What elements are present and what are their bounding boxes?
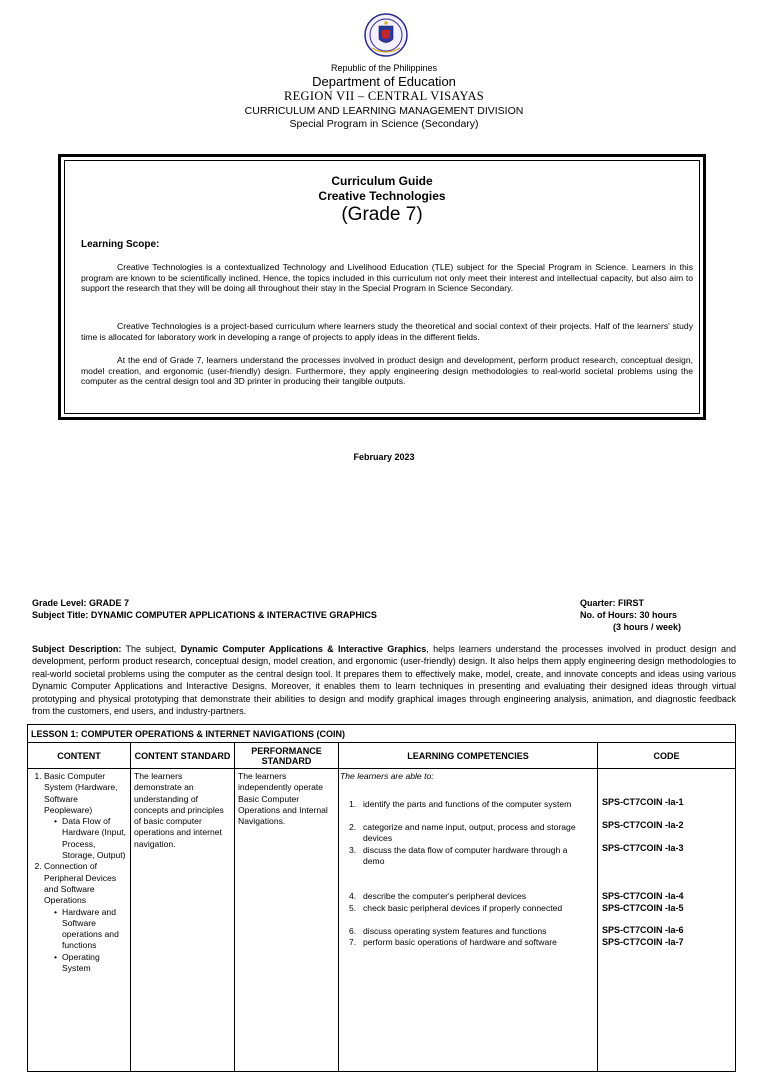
guide-title: Curriculum Guide	[331, 174, 433, 188]
subject-description	[32, 643, 736, 717]
competencies-cell	[339, 769, 598, 1072]
competency-code: SPS-CT7COIN -Ia-1	[602, 797, 684, 807]
document-date: February 2023	[353, 452, 415, 462]
competency-code: SPS-CT7COIN -Ia-6	[602, 925, 684, 935]
header-content: CONTENT	[28, 743, 131, 769]
guide-subject: Creative Technologies	[318, 189, 446, 203]
lesson-title: LESSON 1: COMPUTER OPERATIONS & INTERNET NAVIGATIONS (COIN)	[28, 725, 736, 743]
competency-item: 6. discuss operating system features and functions	[349, 926, 547, 936]
subtopic-item: • Operating System	[54, 952, 128, 975]
description-text: , helps learners understand the processes involved in product design and development, perform product research, conceptual design, model creation, and ergonomic (user-friendly) design. It also helps them apply engineering design methodologies to real-world societal problems using the computer as the central design tool. It prepares them to effectively make, model, create, and innovate concepts and ideas using various Dynamic Computer Applications and Interactive Designs. Moreover, it enables them to learn techniques in presenting and evaluating their designed ideas through virtual prototyping and physical prototyping that demonstrate their abilities to design and modify graphical images through engineering analysis, animation, and diagnostic feedback from the customers, end users, and industry-partners.	[32, 644, 736, 717]
performance-standard-text: The learners independently operate Basic Computer Operations and Internal Navigations.	[238, 771, 328, 827]
competency-code: SPS-CT7COIN -Ia-3	[602, 843, 684, 853]
scope-paragraph: Creative Technologies is a contextualized Technology and Livelihood Education (TLE) subject for the Special Program in Science. Learners in this program are known to be scientifically inclined. Hence, the topics included in this curriculum not only meet their interest and intellectual capacity, but also aim to support the research that they will be doing all throughout their stay in the Special Program in Science Secondary.	[81, 262, 693, 294]
header-performance-standard: PERFORMANCE STANDARD	[235, 743, 339, 769]
topic-item: 2. Connection of Peripheral Devices and Software Operations • Hardware and Software operations and functions • Operating System	[44, 861, 128, 974]
grade-level: Grade Level: GRADE 7	[32, 598, 130, 608]
region-line: REGION VII – CENTRAL VISAYAS	[283, 89, 485, 103]
header-learning-competencies: LEARNING COMPETENCIES	[339, 743, 598, 769]
quarter: Quarter: FIRST	[580, 598, 645, 608]
competency-code: SPS-CT7COIN -Ia-4	[602, 891, 684, 901]
topic-item: 1. Basic Computer System (Hardware, Software Peopleware) • Data Flow of Hardware (Input, Process, Storage, Output)	[44, 771, 128, 861]
curriculum-guide-box	[58, 154, 706, 420]
content-standard-cell	[131, 769, 235, 1072]
department-line: Department of Education	[312, 74, 456, 89]
program-line: Special Program in Science (Secondary)	[289, 118, 479, 130]
subject-title: Subject Title: DYNAMIC COMPUTER APPLICATIONS & INTERACTIVE GRAPHICS	[32, 610, 377, 620]
content-standard-text: The learners demonstrate an understanding of concepts and principles of basic computer operations and internet navigation.	[134, 771, 224, 849]
competency-code: SPS-CT7COIN -Ia-5	[602, 903, 684, 913]
description-label: Subject Description:	[32, 644, 122, 654]
code-cell	[598, 769, 736, 1072]
competencies-intro: The learners are able to:	[340, 771, 434, 781]
competency-item: 7. perform basic operations of hardware and software	[349, 937, 557, 947]
hours-per-week: (3 hours / week)	[613, 622, 682, 632]
competency-item: 5. check basic peripheral devices if properly connected	[349, 903, 563, 913]
scope-paragraph: At the end of Grade 7, learners understand the processes involved in product design and development, perform product research, conceptual design, model creation, and ergonomic (user-friendly) design. Furthermore, they apply engineering design methodologies to real-world societal problems using the computer as the central design tool and 3D printer in producing their tangible outputs.	[81, 355, 693, 387]
republic-line: Republic of the Philippines	[330, 63, 438, 73]
lesson-table	[27, 724, 736, 1072]
performance-standard-cell	[235, 769, 339, 1072]
subtopic-item: • Hardware and Software operations and functions	[54, 907, 128, 952]
description-lead: The subject,	[121, 644, 181, 654]
competency-code: SPS-CT7COIN -Ia-2	[602, 820, 684, 830]
learning-scope-heading: Learning Scope:	[81, 239, 160, 250]
description-subject: Dynamic Computer Applications & Interactive Graphics	[180, 644, 427, 654]
guide-grade: (Grade 7)	[341, 204, 423, 225]
header-code: CODE	[598, 743, 736, 769]
competency-item: 1. identify the parts and functions of the computer system	[349, 799, 572, 809]
subtopic-item: • Data Flow of Hardware (Input, Process, Storage, Output)	[54, 816, 128, 861]
number-of-hours: No. of Hours: 30 hours	[580, 610, 678, 620]
content-cell	[28, 769, 131, 1072]
header-content-standard: CONTENT STANDARD	[131, 743, 235, 769]
topic-list	[30, 771, 128, 974]
competency-item: 3. discuss the data flow of computer hardware through a demo	[349, 845, 568, 867]
competency-code: SPS-CT7COIN -Ia-7	[602, 937, 684, 947]
competency-item: 2. categorize and name input, output, process and storage devices	[349, 822, 576, 844]
competency-item: 4. describe the computer's peripheral devices	[349, 891, 527, 901]
deped-seal-icon	[364, 12, 408, 58]
scope-paragraph: Creative Technologies is a project-based curriculum where learners study the theoretical and social context of their projects. Half of the learners' study time is allocated for laboratory work in developing a range of projects to apply ideas in the different fields.	[81, 321, 693, 342]
division-line: CURRICULUM AND LEARNING MANAGEMENT DIVISION	[244, 105, 524, 117]
